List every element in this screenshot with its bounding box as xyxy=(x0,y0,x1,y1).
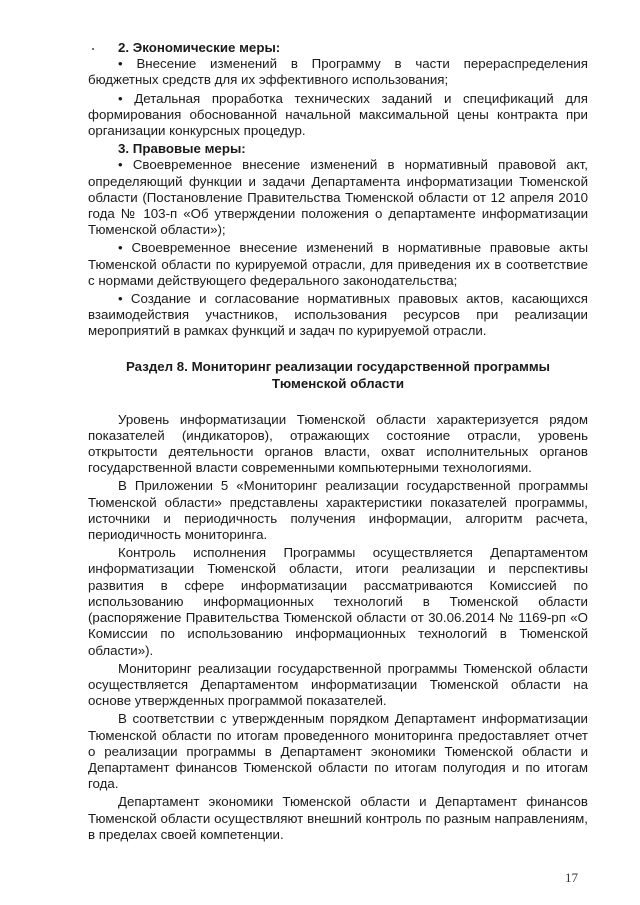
legal-measures-heading: 3. Правовые меры: xyxy=(118,141,246,157)
economic-bullet-1: • Внесение изменений в Программу в части перераспределения бюджетных средств для их эффективного использования; xyxy=(88,56,588,88)
section-8-title: Раздел 8. Мониторинг реализации государственной программы Тюменской области xyxy=(125,358,551,391)
section-8-paragraph-4: Мониторинг реализации государственной программы Тюменской области осуществляется Департаментом информатизации Тюменской области на основе утвержденных программой показателей. xyxy=(88,660,588,709)
legal-bullet-2: • Своевременное внесение изменений в нормативные правовые акты Тюменской области по курируемой отрасли, для приведения их в соответствие с нормами действующего федерального законодательства; xyxy=(88,240,588,289)
section-8-paragraph-2: В Приложении 5 «Мониторинг реализации государственной программы Тюменской области» представлены характеристики показателей программы, источники и периодичность получения информации, алгоритм расчета, периодичность мониторинга. xyxy=(88,478,588,543)
legal-bullet-1: • Своевременное внесение изменений в нормативный правовой акт, определяющий функции и задачи Департамента информатизации Тюменской области (Постановление Правительства Тюменской области от 12 апреля 2010 года № 103-п «Об утверждении положения о департаменте информатизации Тюменской области»); xyxy=(88,157,588,238)
section-8-paragraph-5: В соответствии с утвержденным порядком Департамент информатизации Тюменской области по итогам проведенного мониторинга предоставляет отчет о реализации программы в Департамент экономики Тюменской области и Департамент финансов Тюменской области по итогам полугодия и по итогам года. xyxy=(88,711,588,792)
economic-bullet-2: • Детальная проработка технических заданий и спецификаций для формирования обоснованной начальной максимальной цены контракта при организации конкурсных процедур. xyxy=(88,91,588,140)
document-page xyxy=(88,40,588,843)
section-8-paragraph-1: Уровень информатизации Тюменской области характеризуется рядом показателей (индикаторов), отражающих состояние отрасли, уровень открытости деятельности органов власти, охват исполнительных органов государственной власти современными компьютерными технологиями. xyxy=(88,411,588,476)
section-8-paragraph-6: Департамент экономики Тюменской области и Департамент финансов Тюменской области осуществляют внешний контроль по разным направлениям, в пределах своей компетенции. xyxy=(88,794,588,842)
section-8-paragraph-3: Контроль исполнения Программы осуществляется Департаментом информатизации Тюменской области, итоги реализации и перспективы развития в сфере информатизации рассматриваются Комиссией по использованию информационных технологий в Тюменской области (распоряжение Правительства Тюменской области от 30.06.2014 № 1169-рп «О Комиссии по использованию информационных технологий в Тюменской области»). xyxy=(88,545,588,658)
economic-measures-heading: 2. Экономические меры: xyxy=(118,40,281,55)
page-number: 17 xyxy=(565,870,578,885)
legal-bullet-3: • Создание и согласование нормативных правовых актов, касающихся взаимодействия участников, использования ресурсов при реализации мероприятий в рамках функций и задач по курируемой отрасли. xyxy=(88,291,588,340)
